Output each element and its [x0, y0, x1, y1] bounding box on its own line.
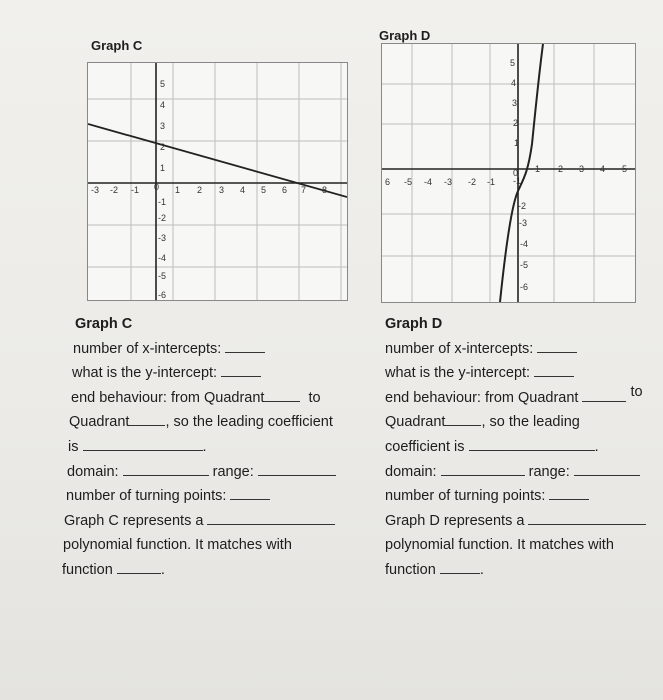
graph-c-represents-label: Graph C represents a: [64, 512, 204, 529]
graph-d-from-quadrant-blank[interactable]: [582, 387, 626, 402]
graph-c-x-tick: -3: [91, 185, 100, 195]
graph-d-polynomial-type-blank[interactable]: [528, 510, 646, 525]
graph-d-y-tick: 3: [512, 98, 518, 108]
graph-c-y-tick: 2: [160, 142, 166, 152]
graph-d-x-tick: -1: [487, 177, 496, 187]
graph-c-end-period: .: [160, 561, 165, 578]
graph-d-q-x-intercepts: number of x-intercepts:: [385, 340, 534, 357]
graph-c-is-label: is: [68, 438, 79, 455]
graph-c-y-tick: -1: [158, 197, 167, 207]
graph-d-x-tick: 2: [558, 164, 564, 174]
graph-d-q-end-behaviour: end behaviour: from Quadrant: [385, 389, 579, 406]
graph-c-line: [88, 124, 347, 197]
graph-d-questions: [385, 312, 663, 583]
graph-c-range-blank[interactable]: [258, 461, 336, 476]
graph-c-y-tick: -3: [158, 233, 167, 243]
graph-d-x-tick: -2: [468, 177, 477, 187]
graph-c-x-tick: 8: [322, 185, 328, 195]
graph-c-function-blank[interactable]: [117, 559, 161, 574]
graph-d-x-tick: -3: [444, 177, 453, 187]
graph-c-leading-coef-blank[interactable]: [83, 436, 203, 451]
graph-d-coef-label: coefficient is: [385, 438, 465, 455]
graph-d-y-tick: -4: [520, 239, 529, 249]
graph-d-plot: [382, 44, 635, 302]
graph-c-polynomial-type-blank[interactable]: [207, 510, 335, 525]
graph-d-range-label: range:: [528, 463, 570, 480]
graph-c-y-tick: 4: [160, 100, 166, 110]
graph-d-header: Graph D: [385, 316, 443, 332]
graph-d-quadrant-label: Quadrant: [385, 414, 446, 431]
graph-c-turning-points-blank[interactable]: [230, 485, 270, 500]
graph-c-polynomial-text: polynomial function. It matches with: [63, 537, 292, 554]
graph-d-y-tick: 1: [514, 138, 520, 148]
graph-c-y-tick: -5: [158, 271, 167, 281]
graph-c-x-tick: 7: [301, 185, 307, 195]
graph-c-q-y-intercept: what is the y-intercept:: [72, 365, 218, 382]
graph-c-y-intercept-blank[interactable]: [221, 362, 261, 377]
graph-d-function-label: function: [385, 561, 436, 578]
graph-c-y-tick: 1: [160, 163, 166, 173]
graph-d-y-tick: -3: [519, 218, 528, 228]
graph-d-period: .: [594, 438, 599, 455]
graph-d-y-tick: 2: [513, 118, 519, 128]
graph-d-y-tick: -2: [518, 201, 527, 211]
graph-c-range-label: range:: [212, 463, 254, 480]
graph-d-x-tick: 1: [535, 164, 541, 174]
graph-c-domain-label: domain:: [67, 463, 119, 480]
graph-c-x-tick: 3: [219, 185, 225, 195]
graph-c-y-tick: -6: [158, 290, 167, 300]
graph-d-domain-label: domain:: [385, 463, 437, 480]
graph-c-x-intercepts-blank[interactable]: [225, 338, 265, 353]
graph-c-y-tick: 3: [160, 121, 166, 131]
graph-d-domain-blank[interactable]: [441, 461, 525, 476]
graph-d-frame: [381, 43, 636, 303]
graph-c-quadrant-label: Quadrant: [69, 414, 130, 431]
graph-c-x-tick: 6: [282, 185, 288, 195]
graph-c-title: Graph C: [91, 38, 143, 53]
graph-c-q-end-behaviour: end behaviour: from Quadrant: [71, 389, 265, 406]
graph-c-x-tick: 0: [154, 182, 160, 192]
graph-c-x-tick: -2: [110, 185, 119, 195]
graph-c-function-label: function: [62, 561, 113, 578]
graph-d-range-blank[interactable]: [574, 461, 640, 476]
graph-d-turning-points-blank[interactable]: [549, 485, 589, 500]
graph-d-y-tick: -1: [513, 176, 522, 186]
graph-d-end-period: .: [479, 561, 484, 578]
graph-c-y-tick: -2: [158, 213, 167, 223]
graph-d-to-label: to: [630, 383, 643, 400]
graph-c-domain-blank[interactable]: [123, 461, 209, 476]
graph-d-q-turning-points: number of turning points:: [385, 488, 546, 505]
graph-d-leading-coef-blank[interactable]: [469, 436, 595, 451]
graph-c-header: Graph C: [75, 316, 133, 332]
graph-d-x-intercepts-blank[interactable]: [537, 338, 577, 353]
graph-d-x-tick: 6: [385, 177, 391, 187]
graph-c-y-tick: -4: [158, 253, 167, 263]
graph-c-x-tick: 1: [175, 185, 181, 195]
graph-d-leading-text: , so the leading: [481, 414, 580, 431]
graph-c-y-tick: 5: [160, 79, 166, 89]
graph-d-y-tick: 4: [511, 78, 517, 88]
graph-d-y-intercept-blank[interactable]: [534, 362, 574, 377]
graph-d-y-tick: 5: [510, 58, 516, 68]
graph-d-x-tick: 3: [579, 164, 585, 174]
graph-c-to-quadrant-blank[interactable]: [129, 411, 165, 426]
graph-d-to-quadrant-blank[interactable]: [445, 411, 481, 426]
graph-d-x-tick: 0: [513, 168, 519, 178]
graph-c-x-tick: -1: [131, 185, 140, 195]
graph-d-represents-label: Graph D represents a: [385, 512, 525, 529]
graph-c-to-label: to: [308, 389, 321, 406]
graph-c-plot: [88, 63, 347, 300]
graph-c-leading-coef-text: , so the leading coefficient: [165, 414, 333, 431]
graph-d-q-y-intercept: what is the y-intercept:: [385, 365, 531, 382]
graph-d-function-blank[interactable]: [440, 559, 480, 574]
graph-c-frame: [87, 62, 348, 301]
graph-d-x-tick: -4: [424, 177, 433, 187]
graph-c-x-tick: 2: [197, 185, 203, 195]
graph-c-period: .: [202, 438, 207, 455]
graph-d-polynomial-text: polynomial function. It matches with: [385, 537, 614, 554]
graph-d-x-tick: 4: [600, 164, 606, 174]
graph-c-x-tick: 4: [240, 185, 246, 195]
graph-c-q-turning-points: number of turning points:: [66, 488, 227, 505]
graph-c-grid: [88, 63, 347, 300]
graph-d-y-tick: -5: [520, 260, 529, 270]
graph-d-x-tick: 5: [622, 164, 628, 174]
graph-d-grid: [382, 44, 635, 302]
graph-c-from-quadrant-blank[interactable]: [264, 387, 300, 402]
graph-d-x-tick: -5: [404, 177, 413, 187]
graph-c-questions: [62, 312, 362, 583]
graph-d-title: Graph D: [379, 28, 431, 43]
graph-c-q-x-intercepts: number of x-intercepts:: [73, 340, 222, 357]
graph-c-x-tick: 5: [261, 185, 267, 195]
graph-d-y-tick: -6: [520, 282, 529, 292]
